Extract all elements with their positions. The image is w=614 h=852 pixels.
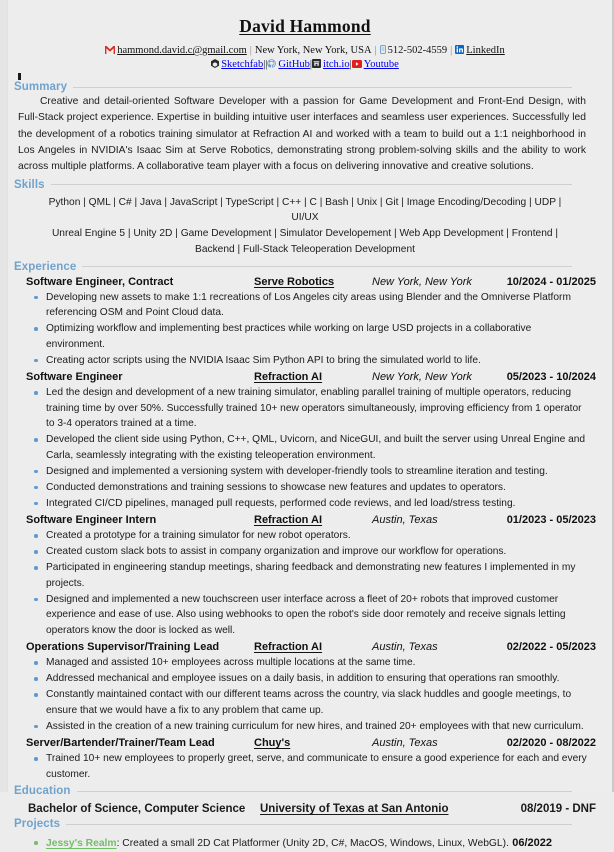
summary-title: Summary xyxy=(14,81,68,94)
sep-3: | xyxy=(450,45,453,56)
job-company[interactable]: Refraction AI xyxy=(254,514,323,527)
skills-rule xyxy=(51,184,572,185)
job-location: Austin, Texas xyxy=(372,641,438,654)
list-item: Designed and implemented a versioning system with developer-friendly tools to streamline iteration and testing. xyxy=(28,464,588,480)
job-title: Software Engineer xyxy=(26,371,123,384)
section-projects xyxy=(14,818,596,852)
skills-line-2: Unreal Engine 5 | Unity 2D | Game Development | Simulator Developement | Web App Development | Frontend | Backend | Full-Stack Teleoperation Development xyxy=(51,228,559,255)
list-item: Conducted demonstrations and training sessions to showcase new features and updates to operators. xyxy=(28,480,588,496)
job-company[interactable]: Serve Robotics xyxy=(254,275,335,288)
summary-rule xyxy=(73,87,572,88)
job-dates: 02/2022 - 05/2023 xyxy=(506,641,596,654)
list-item: Participated in engineering standup meetings, sharing feedback and demonstrating new features I implemented in my projects. xyxy=(28,560,588,591)
section-skills xyxy=(14,179,596,258)
job-header xyxy=(14,276,596,288)
sep-5: | xyxy=(265,59,268,71)
summary-heading xyxy=(14,81,596,93)
job-header xyxy=(14,371,596,383)
job-company[interactable]: Refraction AI xyxy=(254,641,323,654)
list-item: Designed and implemented a new touchscreen user interface across a fleet of 20+ robots that improved customer experience and ease of use. Also using webhooks to open the robot's side door remotely and receive signals letting operators know the door is locked as well. xyxy=(28,592,588,639)
sep-2: | xyxy=(374,45,377,56)
job-title: Operations Supervisor/Training Lead xyxy=(26,641,220,654)
contact-line-1 xyxy=(14,43,596,58)
experience-title: Experience xyxy=(14,260,77,273)
phone-text: 512-502-4559 xyxy=(387,45,448,56)
job-bullets xyxy=(14,385,596,511)
job-company[interactable]: Chuy's xyxy=(254,737,291,750)
job-location: Austin, Texas xyxy=(372,514,438,527)
itchio-icon xyxy=(309,59,321,71)
job-bullets xyxy=(14,655,596,734)
email-link[interactable]: hammond.david.c@gmail.com xyxy=(117,45,247,56)
list-item: Addressed mechanical and employee issues on a daily basis, in addition to ensuring that operations ran smoothly. xyxy=(28,671,588,687)
job-bullets xyxy=(14,290,596,369)
section-summary xyxy=(14,73,596,175)
education-school[interactable]: University of Texas at San Antonio xyxy=(260,803,449,816)
job-header xyxy=(14,641,596,653)
skills-title: Skills xyxy=(14,178,45,191)
sep-1: | xyxy=(249,45,252,56)
job-dates: 02/2020 - 08/2022 xyxy=(506,737,596,750)
list-item xyxy=(28,835,588,852)
experience-rule xyxy=(82,266,572,267)
job-location: New York, New York xyxy=(372,371,472,384)
experience-heading xyxy=(14,261,596,273)
github-icon xyxy=(265,59,276,71)
sketchfab-link[interactable]: Sketchfab xyxy=(221,59,264,71)
project-date: 06/2022 xyxy=(512,837,552,850)
list-item: Trained 10+ new employees to properly greet, serve, and communicate to ensure a good experience for each and every customer. xyxy=(28,751,588,782)
job-location: New York, New York xyxy=(372,275,472,288)
job-company[interactable]: Refraction AI xyxy=(254,371,323,384)
header xyxy=(14,0,596,37)
contact-line-2 xyxy=(14,59,596,70)
list-item: Created custom slack bots to assist in company organization and improve our workflow for operations. xyxy=(28,544,588,560)
projects-rule xyxy=(66,824,572,825)
section-experience xyxy=(14,261,596,783)
list-item: Optimizing workflow and implementing best practices while working on large USD projects in a collaborative environment. xyxy=(28,321,588,352)
list-item: Developed the client side using Python, C++, QML, Uvicorn, and NiceGUI, and built the server using Unreal Engine and Carla, seamlessly integrating with the existing teleoperation environment. xyxy=(28,432,588,463)
job-title: Server/Bartender/Trainer/Team Lead xyxy=(26,737,215,750)
list-item: Developing new assets to make 1:1 recreations of Los Angeles city areas using Blender and the Omniverse Platform referencing OSM and Point Cloud data. xyxy=(28,290,588,321)
job-header xyxy=(14,737,596,749)
list-item: Constantly maintained contact with our different teams across the country, via slack huddles and google meetings, to ensure that we would have a fix to any problem that came up. xyxy=(28,687,588,718)
list-item: Creating actor scripts using the NVIDIA Isaac Sim Python API to bring the simulated world to life. xyxy=(28,353,588,369)
job-title: Software Engineer Intern xyxy=(26,514,157,527)
job-dates: 05/2023 - 10/2024 xyxy=(506,371,596,384)
project-link[interactable]: Jessy's Realm xyxy=(46,838,117,850)
list-item: Created a prototype for a training simulator for new robot operators. xyxy=(28,528,588,544)
sep-7: | xyxy=(349,59,352,71)
projects-title: Projects xyxy=(14,818,61,831)
list-item: Managed and assisted 10+ employees across multiple locations at the same time. xyxy=(28,655,588,671)
project-description: : Created a small 2D Cat Platformer (Unity 2D, C#, MacOS, Windows, Linux, WebGL). xyxy=(116,838,509,850)
summary-text: Creative and detail-oriented Software Developer with a passion for Game Development and Front-End Design, with Full-Stack project experience. Expertise in building intuitive user interfaces and seamless user experiences. Successfully led the development of a robotics training simulator at Refraction AI and worked with a team to build out a 1:1 neighborhood in Los Angeles in NVIDIA's Isaac Sim at Serve Robotics, demonstrating strong problem-solving skills and the ability to work across multiple platforms. A collaborative team player with a focus on delivering innovative and creative solutions. xyxy=(18,96,586,173)
phone-icon xyxy=(380,45,386,54)
list-item: Led the design and development of a new training simulator, enabling parallel training of multiple operators, reducing training time by over 50%. Successfully trained 10+ new operators simultaneously, improving efficiency from 1 operator to 3-4 operators trained at a time. xyxy=(28,385,588,432)
job-location: Austin, Texas xyxy=(372,737,438,750)
job-bullets xyxy=(14,528,596,638)
projects-heading xyxy=(14,818,596,830)
education-dates: 08/2019 - DNF xyxy=(520,803,596,816)
itchio-link[interactable]: itch.io xyxy=(323,59,350,71)
job-title: Software Engineer, Contract xyxy=(26,275,174,288)
location-text: New York, New York, USA xyxy=(254,45,372,56)
education-degree: Bachelor of Science, Computer Science xyxy=(28,803,246,816)
education-entry xyxy=(14,803,596,815)
skills-line-1: Python | QML | C# | Java | JavaScript | TypeScript | C++ | C | Bash | Unix | Git | Image Encoding/Decoding | UDP | UI/UX xyxy=(48,196,562,224)
job-bullets xyxy=(14,751,596,782)
job-dates: 01/2023 - 05/2023 xyxy=(506,514,596,527)
job-header xyxy=(14,514,596,526)
linkedin-link[interactable]: LinkedIn xyxy=(466,45,505,56)
sketchfab-icon xyxy=(211,59,219,68)
list-item: Integrated CI/CD pipelines, managed pull requests, performed code reviews, and led load/stress testing. xyxy=(28,496,588,512)
projects-list xyxy=(14,835,596,852)
education-heading xyxy=(14,785,596,797)
sep-4: | xyxy=(263,59,266,71)
page-title: David Hammond xyxy=(239,16,371,36)
section-tick-mark xyxy=(18,73,21,80)
education-title: Education xyxy=(14,785,71,798)
skills-list xyxy=(14,192,596,258)
list-item: Assisted in the creation of a new training curriculum for new hires, and trained 20+ employees with that new curriculum. xyxy=(28,719,588,735)
youtube-icon xyxy=(349,59,362,71)
section-education xyxy=(14,785,596,815)
github-link[interactable]: GitHub xyxy=(278,59,310,71)
job-dates: 10/2024 - 01/2025 xyxy=(506,275,596,288)
youtube-link[interactable]: Youtube xyxy=(363,59,399,71)
skills-heading xyxy=(14,179,596,191)
linkedin-icon xyxy=(455,45,464,54)
gmail-icon xyxy=(105,46,115,54)
sep-6: | xyxy=(309,59,313,71)
